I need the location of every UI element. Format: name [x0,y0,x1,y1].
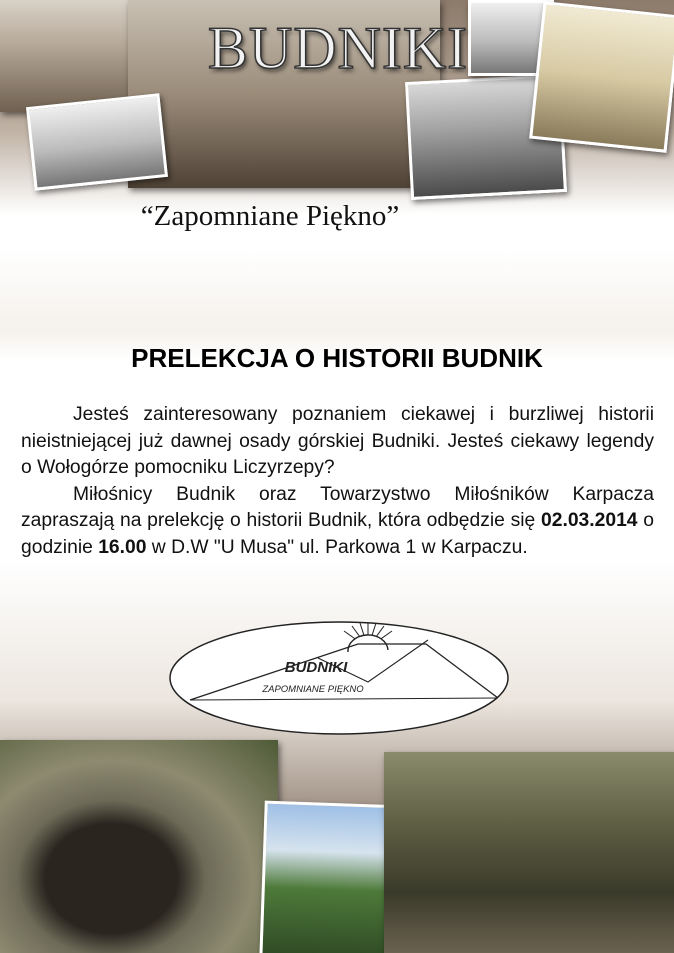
logo-name: BUDNIKI [284,659,348,676]
logo-ellipse [170,622,508,734]
budniki-logo [168,620,510,736]
paragraph-invitation: Miłośnicy Budnik oraz Towarzystwo Miłośników Karpacza zapraszają na prelekcję o historii Budnik, która odbędzie się 02.03.2014 o godzinie 16.00 w D.W "U Musa" ul. Parkowa 1 w Karpaczu. [21,483,654,558]
paragraph-intro: Jesteś zainteresowany poznaniem ciekawej i burzliwej historii nieistniejącej już dawnej osady górskiej Budniki. Jesteś ciekawy legendy o Wołogórze pomocniku Liczyrzepy? [21,404,654,478]
photo-villa [529,1,674,153]
event-date: 02.03.2014 [541,510,638,531]
poster-title: BUDNIKI [207,15,469,81]
event-time: 16.00 [98,536,147,558]
poster-subtitle: “Zapomniane Piękno” [140,200,400,232]
photo-stone-cellar [0,740,278,953]
photo-old-postcard-cottage [26,93,168,191]
invitation-text [21,402,654,561]
lecture-heading: PRELEKCJA O HISTORII BUDNIK [131,343,543,373]
logo-tagline: ZAPOMNIANE PIĘKNO [262,684,364,695]
photo-ruins-woods [384,752,674,953]
